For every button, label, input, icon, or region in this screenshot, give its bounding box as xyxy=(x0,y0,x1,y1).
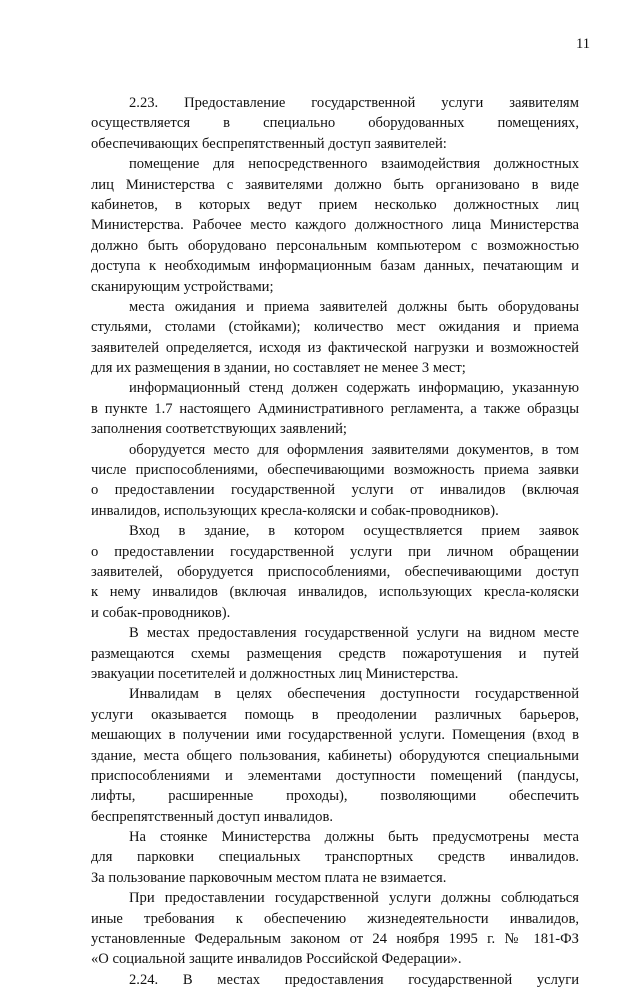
text-line: информационный стенд должен содержать информацию, указанную xyxy=(129,380,579,397)
text-line: Инвалидам в целях обеспечения доступности государственной xyxy=(129,686,579,703)
text-line: к нему инвалидов (включая инвалидов, использующих кресла-коляски xyxy=(91,584,579,601)
text-line: должно быть оборудовано персональным компьютером с возможностью xyxy=(91,237,579,254)
text-line: сканирующим устройствами; xyxy=(91,278,274,295)
text-line: установленные Федеральным законом от 24 ноября 1995 г. № 181-ФЗ xyxy=(91,931,579,948)
document-body xyxy=(91,93,579,990)
text-line: заявителей, оборудуется приспособлениями, обеспечивающими доступ xyxy=(91,563,579,580)
text-line: о предоставлении государственной услуги от инвалидов (включая xyxy=(91,482,579,499)
text-line: заявителей определяется, исходя из фактической нагрузки и возможностей xyxy=(91,339,579,356)
text-line: стульями, столами (стойками); количество мест ожидания и приема xyxy=(91,319,579,336)
text-line: и собак-проводников). xyxy=(91,604,231,621)
page-number: 11 xyxy=(575,36,590,52)
text-line: для парковки специальных транспортных средств инвалидов. xyxy=(91,849,579,866)
text-line: лифты, расширенные проходы), позволяющими обеспечить xyxy=(91,788,579,805)
text-line: для их размещения в здании, но составляет не менее 3 мест; xyxy=(91,360,466,377)
text-line: размещаются схемы размещения средств пожаротушения и путей xyxy=(91,645,579,662)
text-line: За пользование парковочным местом плата не взимается. xyxy=(91,869,447,886)
text-line: 2.23. Предоставление государственной услуги заявителям xyxy=(129,95,579,111)
text-line: заполнения соответствующих заявлений; xyxy=(91,421,347,438)
text-line: мешающих в получении ими государственной услуги. Помещения (вход в xyxy=(91,727,579,744)
text-line: В местах предоставления государственной услуги на видном месте xyxy=(129,625,579,642)
text-line: в пункте 1.7 настоящего Административного регламента, а также образцы xyxy=(91,400,579,417)
text-line: беспрепятственный доступ инвалидов. xyxy=(91,808,334,825)
text-line: доступа к необходимым информационным базам данных, печатающим и xyxy=(91,258,579,275)
text-line: приспособлениями и элементами доступности помещений (пандусы, xyxy=(91,767,579,784)
text-line: услуги оказывается помощь в преодолении различных барьеров, xyxy=(91,706,579,723)
text-line: инвалидов, использующих кресла-коляски и собак-проводников). xyxy=(91,502,499,519)
text-line: Вход в здание, в котором осуществляется прием заявок xyxy=(129,523,579,540)
text-line: обеспечивающих беспрепятственный доступ заявителей: xyxy=(91,135,447,152)
text-line: здание, места общего пользования, кабинеты) оборудуются специальными xyxy=(91,747,579,764)
text-line: о предоставлении государственной услуги при личном обращении xyxy=(91,543,579,560)
text-line: «О социальной защите инвалидов Российской Федерации». xyxy=(91,951,462,968)
text-line: лиц Министерства с заявителями должно быть организовано в виде xyxy=(91,176,579,193)
text-line: 2.24. В местах предоставления государственной услуги xyxy=(129,971,579,988)
text-line: числе приспособлениями, обеспечивающими возможность приема заявки xyxy=(91,462,579,479)
text-line: эвакуации посетителей и должностных лиц Министерства. xyxy=(91,665,459,682)
text-line: оборудуется место для оформления заявителями документов, в том xyxy=(129,441,579,458)
text-line: кабинетов, в которых ведут прием несколько должностных лиц xyxy=(91,196,579,213)
text-line: На стоянке Министерства должны быть предусмотрены места xyxy=(129,829,579,846)
text-line: помещение для непосредственного взаимодействия должностных xyxy=(129,156,579,173)
text-line: При предоставлении государственной услуги должны соблюдаться xyxy=(129,890,579,907)
text-line: места ожидания и приема заявителей должны быть оборудованы xyxy=(129,298,579,315)
text-line: осуществляется в специально оборудованных помещениях, xyxy=(91,115,579,132)
text-line: Министерства. Рабочее место каждого должностного лица Министерства xyxy=(91,217,579,234)
text-line: иные требования к обеспечению жизнедеятельности инвалидов, xyxy=(91,910,579,927)
